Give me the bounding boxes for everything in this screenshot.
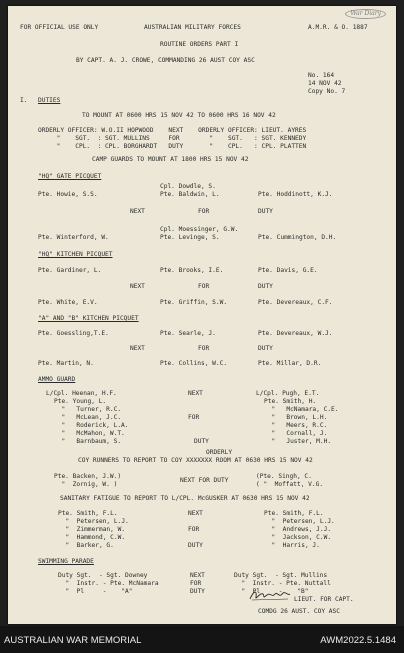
guard-name: L/Cpl. Pugh, E.T. xyxy=(256,390,320,397)
runner-name: " Zornig, W. ) xyxy=(54,481,118,488)
duty-label: DUTY xyxy=(188,542,203,549)
pte-name: Pte. Cummington, D.H. xyxy=(258,234,337,241)
pte-name: Pte. Brooks, I.E. xyxy=(160,267,224,274)
duty-label: DUTY xyxy=(258,208,273,215)
guard-name: Pte. Young, L. xyxy=(54,398,107,405)
ammo-guard-heading: AMMO GUARD xyxy=(38,376,76,383)
officer-line: ORDERLY OFFICER: W.O.II HOPWOOD NEXT ORDERLY OFFICER: LIEUT. AYRES xyxy=(38,127,307,134)
archive-id: AWM2022.5.1484 xyxy=(320,635,396,646)
guard-name: " Turner, R.C. xyxy=(54,406,122,413)
guard-name: Pte. Smith, H. xyxy=(264,398,317,405)
for-label: FOR xyxy=(198,345,210,352)
orderly-insert: ORDERLY xyxy=(206,449,233,456)
copy-number: Copy No. 7 xyxy=(308,88,346,95)
section-number: I. xyxy=(20,97,28,104)
runner-name: Pte. Backen, J.W.) xyxy=(54,473,122,480)
issued-by: BY CAPT. A. J. CROWE, COMMANDING 26 AUST COY ASC xyxy=(76,57,255,64)
fatigue-name: " Jackson, C.W. xyxy=(264,534,332,541)
pte-name: Pte. Hoddinott, K.J. xyxy=(258,191,333,198)
fatigue-name: " Hammond, C.W. xyxy=(58,534,126,541)
signature-title: LIEUT. FOR CAPT. xyxy=(294,596,354,603)
next-label: NEXT xyxy=(190,572,205,579)
fatigue-name: " Harris, J. xyxy=(264,542,320,549)
swim-line: " Pl - "A" xyxy=(58,588,133,595)
order-sheet xyxy=(8,6,396,624)
swim-line: Duty Sgt. - Sgt. Mullins xyxy=(234,572,328,579)
pte-name: Pte. Martin, N. xyxy=(38,360,94,367)
fatigue-name: Pte. Smith, F.L. xyxy=(58,510,118,517)
pte-name: Pte. Devereaux, C.F. xyxy=(258,299,333,306)
for-label: FOR xyxy=(198,208,210,215)
pte-name: Pte. Howie, S.S. xyxy=(38,191,98,198)
mount-line: TO MOUNT AT 0600 HRS 15 NOV 42 TO 0600 HRS 16 NOV 42 xyxy=(82,112,276,119)
pte-name: Pte. Winterford, W. xyxy=(38,234,109,241)
fatigue-name: " Petersen, L.J. xyxy=(264,518,335,525)
pte-name: Pte. Davis, G.E. xyxy=(258,267,318,274)
sanitary-line: SANITARY FATIGUE TO REPORT TO L/CPL. McGUSKER AT 0630 HRS 15 NOV 42 xyxy=(60,495,310,502)
runners-line: COY RUNNERS TO REPORT TO COY XXXXXXX ROOM AT 0630 HRS 15 NOV 42 xyxy=(78,457,313,464)
next-label: NEXT xyxy=(188,510,203,517)
guard-name: " Cornall, J. xyxy=(264,430,328,437)
for-label: FOR xyxy=(190,580,202,587)
camp-guards-line: CAMP GUARDS TO MOUNT AT 1800 HRS 15 NOV 42 xyxy=(92,156,249,163)
pte-name: Pte. Collins, W.C. xyxy=(160,360,228,367)
archive-footer xyxy=(0,626,404,653)
pte-name: Pte. Millar, D.R. xyxy=(258,360,322,367)
next-label: NEXT xyxy=(188,390,203,397)
pte-name: Pte. Gardiner, L. xyxy=(38,267,102,274)
next-label: NEXT xyxy=(130,345,145,352)
guard-name: " Juster, M.H. xyxy=(264,438,332,445)
fatigue-name: " Zimmerman, W. xyxy=(58,526,126,533)
officer-line: " CPL. : CPL. BORGHARDT DUTY " CPL. : CPL. PLATTEN xyxy=(38,143,307,150)
order-number: No. 164 xyxy=(308,72,335,79)
cpl-name: Cpl. Dowdle, S. xyxy=(160,183,216,190)
fatigue-name: Pte. Smith, F.L. xyxy=(264,510,324,517)
pte-name: Pte. White, E.V. xyxy=(38,299,98,306)
ab-kitchen-heading: "A" AND "B" KITCHEN PICQUET xyxy=(38,315,139,322)
guard-name: L/Cpl. Heenan, H.F. xyxy=(46,390,117,397)
for-label: FOR xyxy=(188,414,200,421)
swim-line: " Instr. - Pte. McNamara xyxy=(58,580,159,587)
classification: FOR OFFICIAL USE ONLY xyxy=(20,24,99,31)
doc-type: ROUTINE ORDERS PART I xyxy=(160,41,239,48)
swimming-heading: SWIMMING PARADE xyxy=(38,558,94,565)
org-title: AUSTRALIAN MILITARY FORCES xyxy=(144,24,241,31)
guard-name: " McMahon, W.T. xyxy=(54,430,125,437)
signature-unit: COMDG 26 AUST. COY ASC xyxy=(258,608,340,615)
next-for-duty-label: NEXT FOR DUTY xyxy=(180,477,229,484)
pte-name: Pte. Goessling,T.E. xyxy=(38,330,109,337)
runner-name: (Pte. Singh, C. xyxy=(256,473,312,480)
officer-line: " SGT. : SGT. MULLINS FOR " SGT. : SGT. KENNEDY xyxy=(38,135,307,142)
pencil-annotation: War Diary xyxy=(345,9,386,19)
guard-name: " Brown, L.H. xyxy=(264,414,328,421)
pte-name: Pte. Devereaux, W.J. xyxy=(258,330,333,337)
pte-name: Pte. Searle, J. xyxy=(160,330,216,337)
guard-name: " McLean, J.C. xyxy=(54,414,122,421)
swim-line: " Instr. - Pte. Nuttall xyxy=(234,580,331,587)
duty-label: DUTY xyxy=(190,588,205,595)
fatigue-name: " Barker, G. xyxy=(58,542,114,549)
duty-label: DUTY xyxy=(258,345,273,352)
guard-name: " McNamara, C.E. xyxy=(264,406,339,413)
guard-name: " Barnbaum, S. xyxy=(54,438,122,445)
next-label: NEXT xyxy=(130,208,145,215)
swim-line: " Pl - "B" xyxy=(234,588,309,595)
swim-line: Duty Sgt. - Sgt. Downey xyxy=(58,572,148,579)
for-label: FOR xyxy=(188,526,200,533)
handwritten-signature xyxy=(248,588,292,602)
runner-name: ( " Moffatt, V.G. xyxy=(256,481,324,488)
section-heading: DUTIES xyxy=(38,97,61,104)
duty-label: DUTY xyxy=(194,438,209,445)
pte-name: Pte. Griffin, S.W. xyxy=(160,299,228,306)
next-label: NEXT xyxy=(130,283,145,290)
order-date: 14 NOV 42 xyxy=(308,80,342,87)
hq-gate-heading: "HQ" GATE PICQUET xyxy=(38,173,102,180)
fatigue-name: " Petersen, L.J. xyxy=(58,518,129,525)
hq-kitchen-heading: "HQ" KITCHEN PICQUET xyxy=(38,251,113,258)
archive-name: AUSTRALIAN WAR MEMORIAL xyxy=(4,635,142,646)
duty-label: DUTY xyxy=(258,283,273,290)
guard-name: " Meers, R.C. xyxy=(264,422,328,429)
pte-name: Pte. Baldwin, L. xyxy=(160,191,220,198)
cpl-name: Cpl. Moessinger, G.W. xyxy=(160,226,239,233)
guard-name: " Roderick, L.A. xyxy=(54,422,129,429)
pte-name: Pte. Levinge, S. xyxy=(160,234,220,241)
fatigue-name: " Andrews, J.J. xyxy=(264,526,332,533)
form-ref: A.M.R. & O. 1887 xyxy=(308,24,368,31)
for-label: FOR xyxy=(198,283,210,290)
